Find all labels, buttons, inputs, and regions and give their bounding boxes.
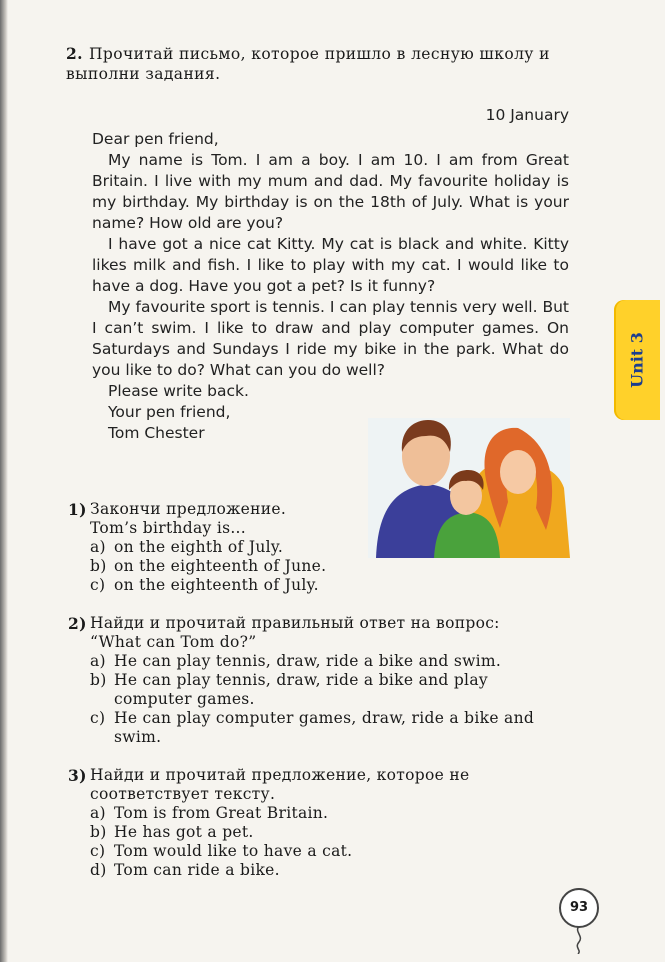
letter-signature: Tom Chester <box>108 424 205 442</box>
mum-face <box>500 450 536 494</box>
answer-option: a) on the eighth of July. <box>90 538 284 556</box>
letter-paragraph: My name is Tom. I am a boy. I am 10. I am from Great Britain. I live with my mum and dad. My favourite holiday is my birthday. My birthday is on the 18th of July. What is your name? How old are you? <box>92 151 569 232</box>
question-prompt: Закончи предложение. <box>90 500 287 518</box>
question-number: 3) <box>68 766 87 785</box>
letter-closing-line: Please write back. <box>108 382 249 400</box>
letter-paragraph: I have got a nice cat Kitty. My cat is black and white. Kitty likes milk and fish. I like to play with my cat. I would like to have a dog. Have you got a pet? Is it funny? <box>92 235 569 295</box>
balloon-string-icon <box>572 926 586 954</box>
answer-option: b) on the eighteenth of June. <box>90 557 327 575</box>
page-binding-edge <box>0 0 8 962</box>
question-2 <box>68 614 568 747</box>
question-stem: “What can Tom do?” <box>90 633 257 651</box>
question-stem: Tom’s birthday is... <box>90 519 247 537</box>
question-number: 2) <box>68 614 87 633</box>
question-1 <box>68 500 568 595</box>
page-number-balloon: 93 <box>559 888 599 928</box>
answer-option: c) He can play computer games, draw, ride a bike and swim. <box>90 709 535 746</box>
question-number: 1) <box>68 500 87 519</box>
answer-option: d) Tom can ride a bike. <box>90 861 280 879</box>
answer-option: c) Tom would like to have a cat. <box>90 842 353 860</box>
task-number: 2. <box>66 44 83 63</box>
task-heading <box>66 44 586 84</box>
unit-tab-label: Unit 3 <box>627 332 647 388</box>
question-prompt: Найди и прочитай предложение, которое не соответствует тексту. <box>90 766 470 803</box>
question-prompt: Найди и прочитай правильный ответ на вопрос: <box>90 614 500 632</box>
answer-option: a) He can play tennis, draw, ride a bike and swim. <box>90 652 502 670</box>
answer-option: c) on the eighteenth of July. <box>90 576 319 594</box>
question-3 <box>68 766 568 880</box>
letter-paragraph: My favourite sport is tennis. I can play tennis very well. But I can’t swim. I like to draw and play computer games. On Saturdays and Sundays I ride my bike in the park. What do you like to do? What can you do well? <box>92 298 569 379</box>
letter-greeting: Dear pen friend, <box>92 130 219 148</box>
letter-text <box>92 105 569 444</box>
answer-option: a) Tom is from Great Britain. <box>90 804 329 822</box>
answer-option: b) He has got a pet. <box>90 823 254 841</box>
task-instruction: Прочитай письмо, которое пришло в лесную школу и выполни задания. <box>66 45 550 83</box>
answer-option: b) He can play tennis, draw, ride a bike and play computer games. <box>90 671 488 708</box>
letter-closing-line: Your pen friend, <box>108 403 231 421</box>
letter-date: 10 January <box>485 106 569 124</box>
unit-tab <box>614 300 660 420</box>
